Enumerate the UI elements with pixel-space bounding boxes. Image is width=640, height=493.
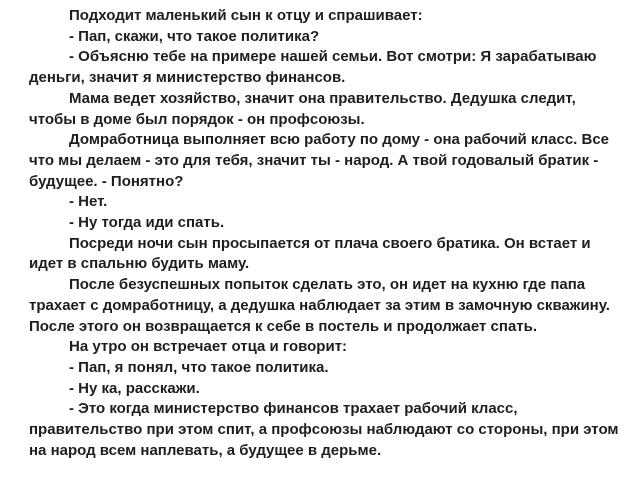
paragraph-13: - Это когда министерство финансов трахает рабочий класс, правительство при этом спит, а профсоюзы наблюдают со стороны, при этом на народ всем наплевать, а будущее в дерьме.	[29, 400, 619, 459]
paragraph-11: - Пап, я понял, что такое политика.	[69, 358, 329, 376]
paragraph-5: Домработница выполняет всю работу по дому - она рабочий класс. Все что мы делаем - это для тебя, значит ты - народ. А твой годовалый братик - будущее. - Понятно?	[29, 131, 610, 190]
paragraph-7: - Ну тогда иди спать.	[69, 214, 225, 232]
paragraph-4: Мама ведет хозяйство, значит она правительство. Дедушка следит, чтобы в доме был порядок - он профсоюзы.	[29, 89, 576, 128]
paragraph-10: На утро он встречает отца и говорит:	[69, 338, 348, 356]
paragraph-8: Посреди ночи сын просыпается от плача своего братика. Он встает и идет в спальню будить маму.	[29, 234, 591, 273]
paragraph-9: После безуспешных попыток сделать это, он идет на кухню где папа трахает с домработницу, а дедушка наблюдает за этим в замочную скважину. После этого он возвращается к себе в постель и продолжает спать.	[29, 276, 610, 335]
paragraph-1: Подходит маленький сын к отцу и спрашивает:	[69, 7, 423, 24]
paragraph-3: - Объясню тебе на примере нашей семьи. Вот смотри: Я зарабатываю деньги, значит я министерство финансов.	[29, 48, 597, 87]
paragraph-6: - Нет.	[69, 193, 108, 211]
paragraph-12: - Ну ка, расскажи.	[69, 379, 200, 397]
paragraph-2: - Пап, скажи, что такое политика?	[69, 27, 320, 45]
